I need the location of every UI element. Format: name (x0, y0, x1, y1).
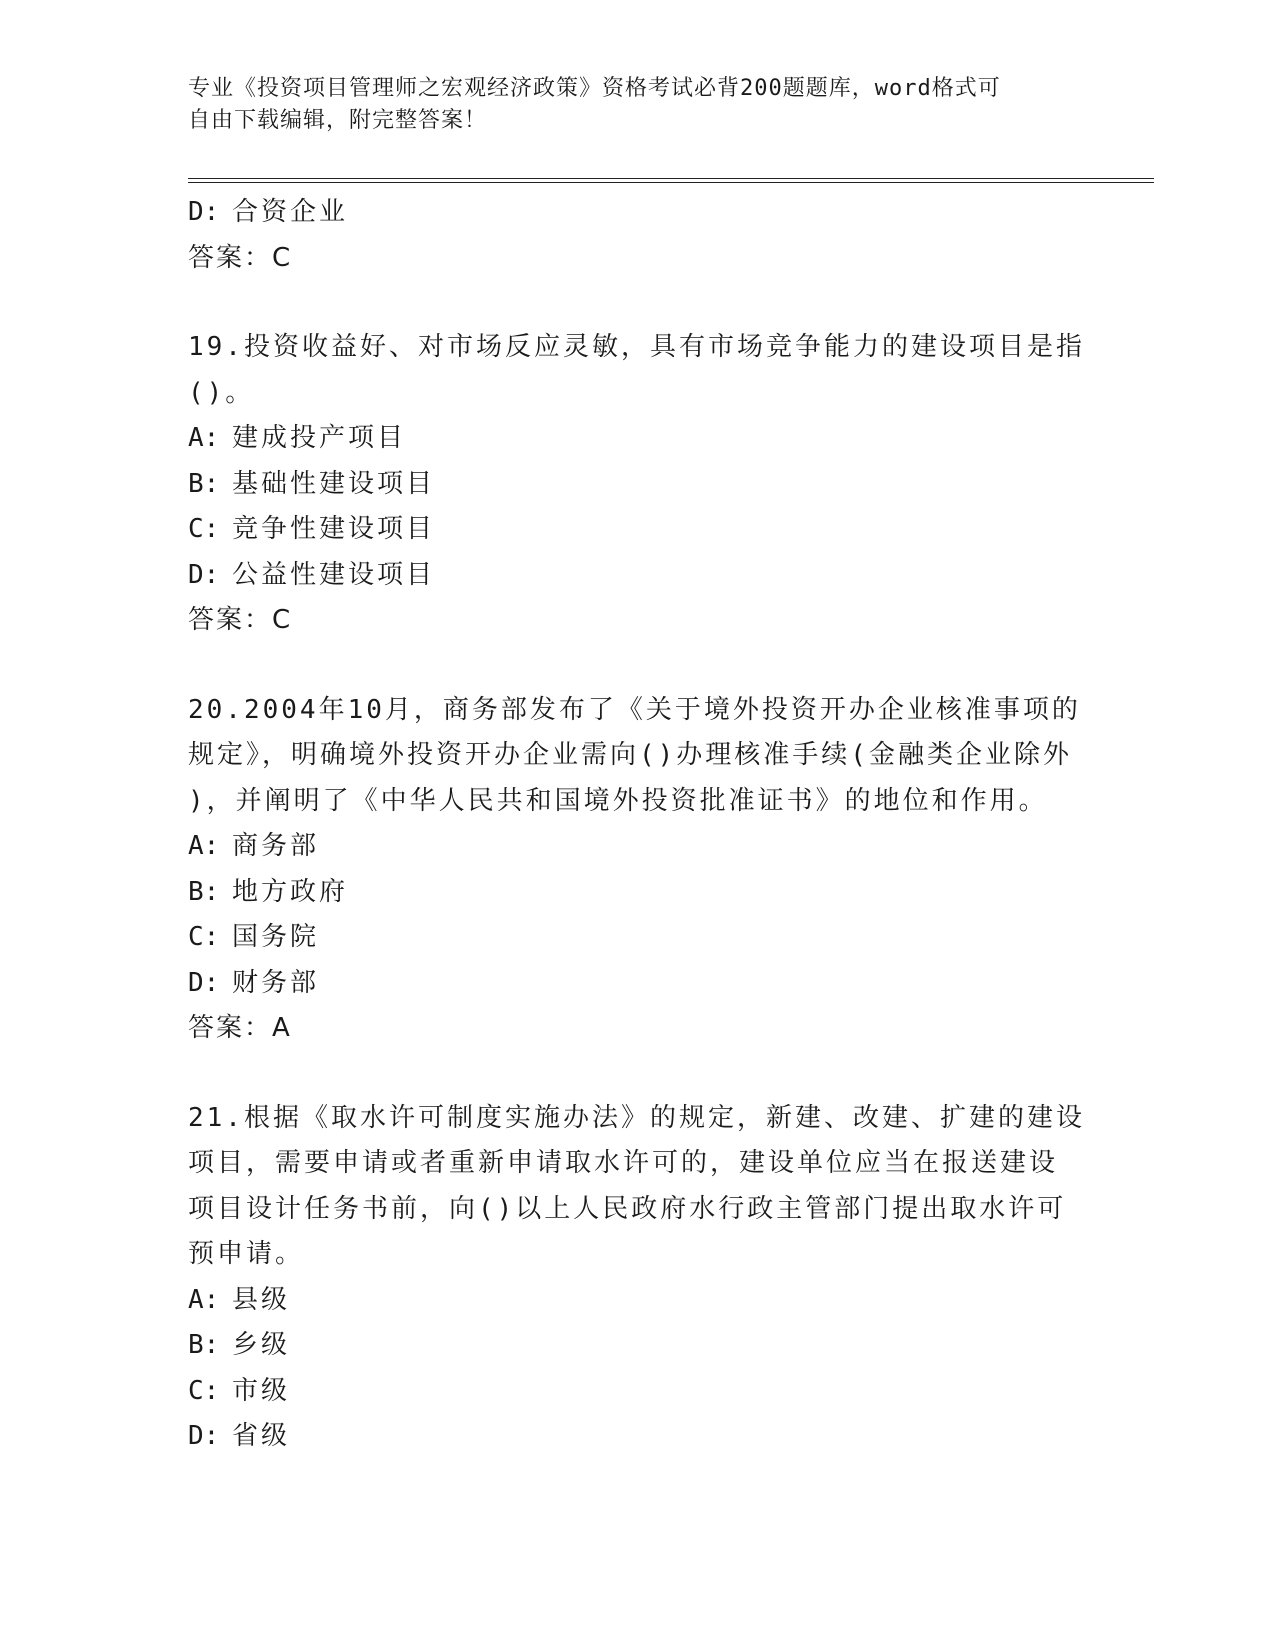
header-divider (188, 178, 1154, 183)
option-text: 竞争性建设项目 (232, 514, 436, 544)
option-b (188, 462, 1088, 508)
option-text: 乡级 (232, 1330, 291, 1360)
option-letter: D: (188, 197, 220, 227)
option-d (188, 553, 1088, 599)
question-text-line: )，并阐明了《中华人民共和国境外投资批准证书》的地位和作用。 (188, 785, 1048, 816)
option-c (188, 915, 1088, 961)
question-19 (188, 325, 1088, 644)
option-letter: D: (188, 559, 220, 590)
option-letter: A: (188, 423, 220, 453)
question-text-line: 20.2004年10月，商务部发布了《关于境外投资开办企业核准事项的 (188, 694, 1081, 725)
option-b (188, 1323, 1088, 1369)
option-letter: B: (188, 468, 220, 499)
option-text: 国务院 (232, 922, 320, 952)
question-text-line: 21.根据《取水许可制度实施办法》的规定，新建、改建、扩建的建设 (188, 1102, 1085, 1133)
question-20 (188, 688, 1088, 1052)
option-text: 建成投产项目 (232, 423, 407, 453)
option-letter: A: (188, 1284, 220, 1315)
question-21 (188, 1096, 1088, 1460)
question-text-line: ()。 (188, 377, 255, 408)
option-a (188, 1278, 1088, 1324)
spacer (188, 281, 1088, 325)
option-letter: A: (188, 831, 220, 861)
option-c (188, 1369, 1088, 1415)
question-text-line: 预申请。 (188, 1239, 305, 1269)
option-text: 财务部 (232, 967, 320, 998)
option-text: 合资企业 (232, 197, 349, 227)
option-text: 市级 (232, 1375, 291, 1406)
option-text: 省级 (232, 1421, 291, 1451)
option-a (188, 824, 1088, 870)
spacer (188, 1052, 1088, 1096)
question-text-line: 规定》，明确境外投资开办企业需向()办理核准手续(金融类企业除外 (188, 740, 1072, 770)
option-text: 地方政府 (232, 876, 349, 907)
answer: 答案：C (188, 605, 293, 635)
option-text: 县级 (232, 1284, 291, 1315)
option-letter: B: (188, 1330, 220, 1360)
question-list (188, 190, 1088, 1460)
spacer (188, 644, 1088, 688)
option-text: 基础性建设项目 (232, 468, 436, 499)
option-b (188, 870, 1088, 916)
prev-answer: 答案：C (188, 242, 293, 273)
option-letter: B: (188, 876, 220, 907)
question-text-line: 项目设计任务书前，向()以上人民政府水行政主管部门提出取水许可 (188, 1193, 1067, 1224)
option-letter: D: (188, 967, 220, 998)
document-header (188, 73, 1088, 137)
option-text: 商务部 (232, 831, 320, 861)
question-text-line: 19.投资收益好、对市场反应灵敏，具有市场竞争能力的建设项目是指 (188, 332, 1085, 362)
option-letter: C: (188, 514, 220, 544)
option-a (188, 416, 1088, 462)
question-text-line: 项目，需要申请或者重新申请取水许可的，建设单位应当在报送建设 (188, 1148, 1059, 1178)
option-text: 公益性建设项目 (232, 559, 436, 590)
option-letter: C: (188, 1375, 220, 1406)
header-line-2: 自由下载编辑，附完整答案！ (188, 108, 488, 133)
option-d (188, 961, 1088, 1007)
option-letter: D: (188, 1421, 220, 1451)
answer: 答案：A (188, 1013, 292, 1043)
option-d (188, 1414, 1088, 1460)
option-c (188, 507, 1088, 553)
header-line-1: 专业《投资项目管理师之宏观经济政策》资格考试必背200题题库，word格式可 (188, 76, 1001, 101)
option-letter: C: (188, 922, 220, 952)
prev-option-d (188, 190, 1088, 236)
